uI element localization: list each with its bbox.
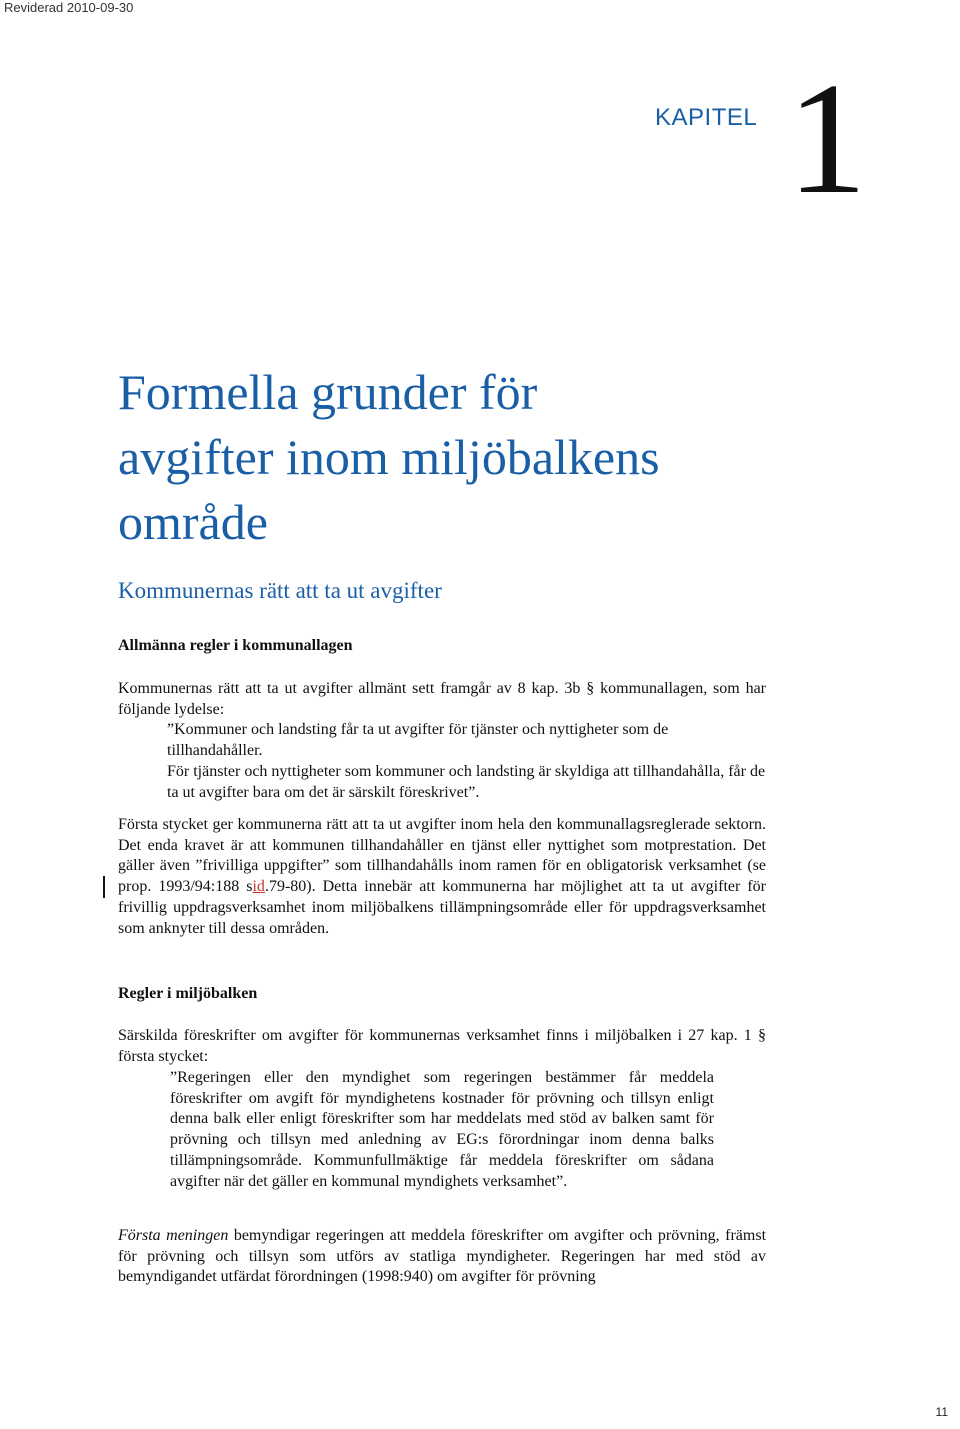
chapter-title — [118, 360, 818, 555]
chapter-title-line: område — [118, 494, 268, 550]
quote-miljobalken: ”Regeringen eller den myndighet som regeringen bestämmer får meddela föreskrifter om avgift för myndighetens kostnader för prövning och tillsyn enligt denna balk eller enligt föreskrifter som har meddelats med stöd av balken samt för prövning och tillsyn med anledning av EG:s förordningar inom denna balks tillämpningsområde. Kommunfullmäktige får meddela föreskrifter om sådana avgifter när det gäller en kommunal myndighets verksamhet”. — [170, 1069, 714, 1190]
revision-marker — [103, 876, 105, 898]
paragraph-intro-kommunallagen: Kommunernas rätt att ta ut avgifter allmänt sett framgår av 8 kap. 3b § kommunallagen, som har följande lydelse: — [118, 680, 766, 718]
chapter-title-line: avgifter inom miljöbalkens — [118, 429, 660, 485]
reference-link[interactable]: id — [252, 878, 265, 896]
subheading-miljobalken: Regler i miljöbalken — [118, 985, 258, 1002]
page-number: 11 — [935, 1405, 948, 1419]
paragraph-text: Första stycket ger kommunerna rätt att ta ut avgifter inom hela den kommunallagsreglerade sektorn. Det enda kravet är att kommunen tillhandahåller en tjänst eller nyttighet som motprestation. Det gäller även ”frivilliga uppgifter” som tillhandahålls inom ramen för en obligatorisk verksamhet (se prop. 1993/94:188 s — [118, 816, 766, 896]
quote-kommunallagen-2: För tjänster och nyttigheter som kommuner och landsting är skyldiga att tillhandahålla, får de ta ut avgifter bara om det är särskilt föreskrivet”. — [167, 763, 766, 801]
paragraph-intro-miljobalken: Särskilda föreskrifter om avgifter för kommunernas verksamhet finns i miljöbalken i 27 kap. 1 § första stycket: — [118, 1027, 766, 1065]
paragraph-forsta-stycket — [118, 815, 766, 939]
paragraph-text: .79-80). Detta innebär att kommunerna har möjlighet att ta ut avgifter för frivillig uppdragsverksamhet inom miljöbalkens tillämpningsområde eller för uppdragsverksamhet som anknyter till dessa områden. — [118, 878, 766, 937]
subheading-kommunallagen: Allmänna regler i kommunallagen — [118, 637, 353, 654]
emphasis-text: Första meningen — [118, 1227, 229, 1244]
quote-kommunallagen-1: ”Kommuner och landsting får ta ut avgifter för tjänster och nyttigheter som de tillhandahåller. — [167, 721, 669, 759]
chapter-title-line: Formella grunder för — [118, 364, 538, 420]
paragraph-forsta-meningen — [118, 1226, 766, 1288]
section-title: Kommunernas rätt att ta ut avgifter — [118, 578, 442, 603]
chapter-label: KAPITEL — [655, 104, 758, 131]
revision-date: Reviderad 2010-09-30 — [4, 0, 134, 15]
paragraph-text: bemyndigar regeringen att meddela föreskrifter om avgifter och prövning, främst för prövning och tillsyn som utförs av statliga myndigheter. Regeringen har med stöd av bemyndigandet utfärdat förordningen (1998:940) om avgifter för prövning — [118, 1227, 767, 1286]
chapter-number: 1 — [787, 49, 867, 227]
